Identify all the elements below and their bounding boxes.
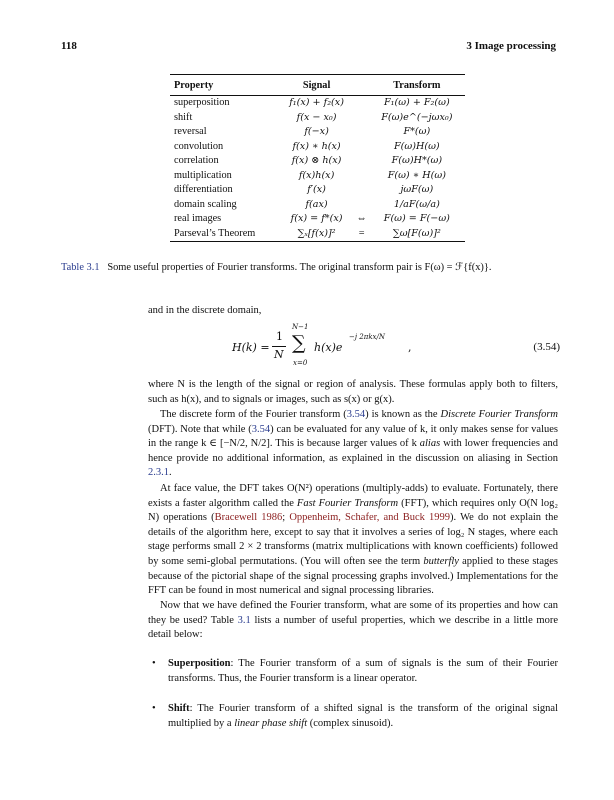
table-cell-transform: 1/aF(ω/a) [393, 198, 440, 210]
paragraph-3 [148, 482, 558, 599]
fourier-properties-table [170, 74, 465, 242]
table-cell-signal: f′(x) [307, 184, 326, 195]
table-cell-transform: F(ω)e^(−jωx₀) [381, 111, 453, 123]
eq-ref-link[interactable]: 3.54 [251, 423, 271, 435]
table-row [170, 212, 465, 227]
table-cell-signal: f(x − x₀) [296, 111, 337, 123]
eq-frac-num: 1 [276, 330, 283, 343]
table-cell-property: Parseval’s Theorem [170, 227, 278, 242]
bullet-icon: • [152, 703, 156, 715]
table-cell-signal: f(x) ∗ h(x) [292, 140, 341, 152]
table-cell-signal: ∑ₓ[f(x)]² [278, 227, 354, 242]
table-cell-transform: ∑ω[F(ω)]² [369, 227, 465, 242]
table-cell-op [355, 169, 369, 184]
eq-lhs: H(k) = [232, 341, 270, 354]
table-cell-signal: f(ax) [305, 198, 328, 210]
table-row [170, 154, 465, 169]
table-cell-property: shift [174, 111, 193, 123]
eq-term: h(x)e [314, 341, 343, 354]
eq-sum-bottom: x=0 [293, 359, 308, 367]
equation-number: (3.54) [533, 341, 560, 353]
table-cell-transform: F(ω)H(ω) [394, 140, 440, 152]
list-item [148, 657, 558, 686]
equation-3-54 [232, 323, 562, 372]
table-caption [61, 261, 561, 273]
p3-term-butterfly: butterfly [423, 555, 459, 567]
table-row [170, 183, 465, 198]
p3-b: (FFT), which requires only O(N log₂ N) operations ( [148, 497, 558, 524]
p2-term-dft: Discrete Fourier Transform [440, 409, 558, 420]
paragraph-2 [148, 408, 558, 481]
table-ref-link[interactable]: 3.1 [237, 614, 251, 626]
col-property: Property [170, 75, 278, 96]
table-cell-op [355, 111, 369, 126]
page-number: 118 [61, 40, 77, 52]
intro-line: and in the discrete domain, [148, 305, 262, 316]
citation-link[interactable]: Bracewell 1986 [214, 512, 283, 524]
running-header: 3 Image processing [466, 40, 556, 52]
table-cell-transform: F₁(ω) + F₂(ω) [383, 97, 450, 108]
list-item [148, 702, 558, 731]
table-row [170, 169, 465, 184]
table-row [170, 227, 465, 242]
table-header-row [170, 75, 465, 96]
p2-f: . [169, 467, 172, 479]
table-cell-op: ⇔ [356, 213, 367, 224]
col-op [355, 75, 369, 96]
sigma-icon: ∑ [292, 332, 306, 354]
table-cell-property: multiplication [174, 169, 232, 181]
table-cell-property: correlation [174, 155, 219, 166]
table-row [170, 96, 465, 111]
p2-e: with lower frequencies and hence provide no additional information, as explained in the discussion on aliasing in Section [148, 438, 559, 464]
eq-sum-top: N−1 [292, 323, 309, 331]
table-cell-property: reversal [174, 126, 207, 137]
bullet-tail: (complex sinusoid). [307, 717, 394, 729]
table-cell-op [355, 125, 369, 140]
paragraph-1: where N is the length of the signal or region of analysis. These formulas apply both to filters, such as h(x), and to signals or images, such as s(x) or g(x). [148, 379, 558, 405]
table-cell-property: real images [174, 213, 222, 224]
caption-text: Some useful properties of Fourier transforms. The original transform pair is F(ω) = ℱ{f(x)}. [107, 262, 492, 273]
p3-c: ). We do not explain the details of the algorithm here, except to say that it involves a series of log₂ N stages, where each stage performs small 2 × 2 transforms (matrix multiplications with known coefficients) followed by some semi-global permutations. (You will often see the term [148, 512, 558, 567]
p3-term-fft: Fast Fourier Transform [296, 497, 399, 509]
eq-exponent: −j 2πkx/N [349, 333, 385, 341]
citation-link[interactable]: Oppenheim, Schafer, and Buck 1999 [289, 512, 451, 524]
eq-ref-link[interactable]: 3.54 [346, 409, 366, 420]
section-ref-link[interactable]: 2.3.1 [148, 467, 169, 479]
table-cell-signal: f₁(x) + f₂(x) [289, 97, 344, 108]
bullet-head: Superposition [168, 658, 231, 669]
col-transform: Transform [369, 75, 465, 96]
table-cell-op [355, 183, 369, 198]
table-cell-transform: jωF(ω) [400, 184, 434, 195]
table-cell-property: convolution [174, 140, 224, 152]
bullet-text: : The Fourier transform of a shifted signal is the transform of the original signal multiplied by a [168, 703, 558, 729]
table-cell-property: superposition [174, 97, 230, 108]
p2-term-alias: alias [419, 438, 441, 450]
table-cell-property: domain scaling [174, 198, 237, 210]
table-cell-transform: F(ω)H*(ω) [391, 155, 443, 166]
eq-frac-bar [272, 346, 286, 347]
table-cell-op [355, 96, 369, 111]
caption-label: Table 3.1 [61, 262, 100, 273]
bullet-head: Shift [168, 703, 190, 715]
p4-b: lists a number of useful properties, which we describe in a little more detail below: [148, 614, 558, 641]
table-cell-signal: f(x) ⊗ h(x) [291, 155, 342, 166]
table-cell-property: differentiation [174, 184, 233, 195]
col-signal: Signal [278, 75, 354, 96]
table-body [170, 96, 465, 242]
table-row [170, 125, 465, 140]
paragraph-4 [148, 599, 558, 643]
bullet-icon: • [152, 658, 156, 669]
bullet-emphasis: linear phase shift [234, 717, 308, 729]
table-row [170, 198, 465, 213]
eq-tail: , [408, 341, 412, 354]
table-cell-transform: F(ω) = F(−ω) [383, 213, 450, 224]
table-cell-op [355, 154, 369, 169]
bullet-text: : The Fourier transform of a sum of signals is the sum of their Fourier transforms. Thus, the Fourier transform is a linear operator. [168, 658, 558, 684]
table-cell-signal: f(x)h(x) [298, 169, 335, 181]
table-cell-signal: f(−x) [304, 126, 329, 137]
table-cell-op [355, 140, 369, 155]
p4-a: Now that we have defined the Fourier transform, what are some of its properties and how can they be used? Table [148, 600, 558, 626]
p2-a: The discrete form of the Fourier transform ( [160, 409, 347, 420]
table-cell-transform: F*(ω) [403, 126, 431, 137]
eq-frac-den: N [274, 348, 284, 361]
table-cell-signal: f(x) = f*(x) [290, 213, 343, 224]
table-cell-op [355, 198, 369, 213]
p3-d: applied to these stages because of the pictorial shape of the signal processing graphs involved.) Implementations for the FFT can be found in most numerical and signal processing libraries. [148, 555, 558, 597]
p2-b: ) is known as the [365, 409, 441, 420]
table-cell-op: = [355, 227, 369, 242]
table-row [170, 140, 465, 155]
p3-sep: ; [282, 512, 290, 524]
table-cell-transform: F(ω) ∗ H(ω) [387, 169, 446, 181]
table-row [170, 111, 465, 126]
p2-d: ) can be evaluated for any value of k, it only makes sense for values in the range k ∈ [−N/2, N/2]. This is because larger values of k [148, 423, 559, 450]
p2-c: (DFT). Note that while ( [148, 423, 252, 435]
property-list [148, 657, 558, 747]
p3-a: At face value, the DFT takes O(N²) operations (multiply-adds) to evaluate. Fortunately, there exists a faster algorithm called the [148, 483, 558, 509]
